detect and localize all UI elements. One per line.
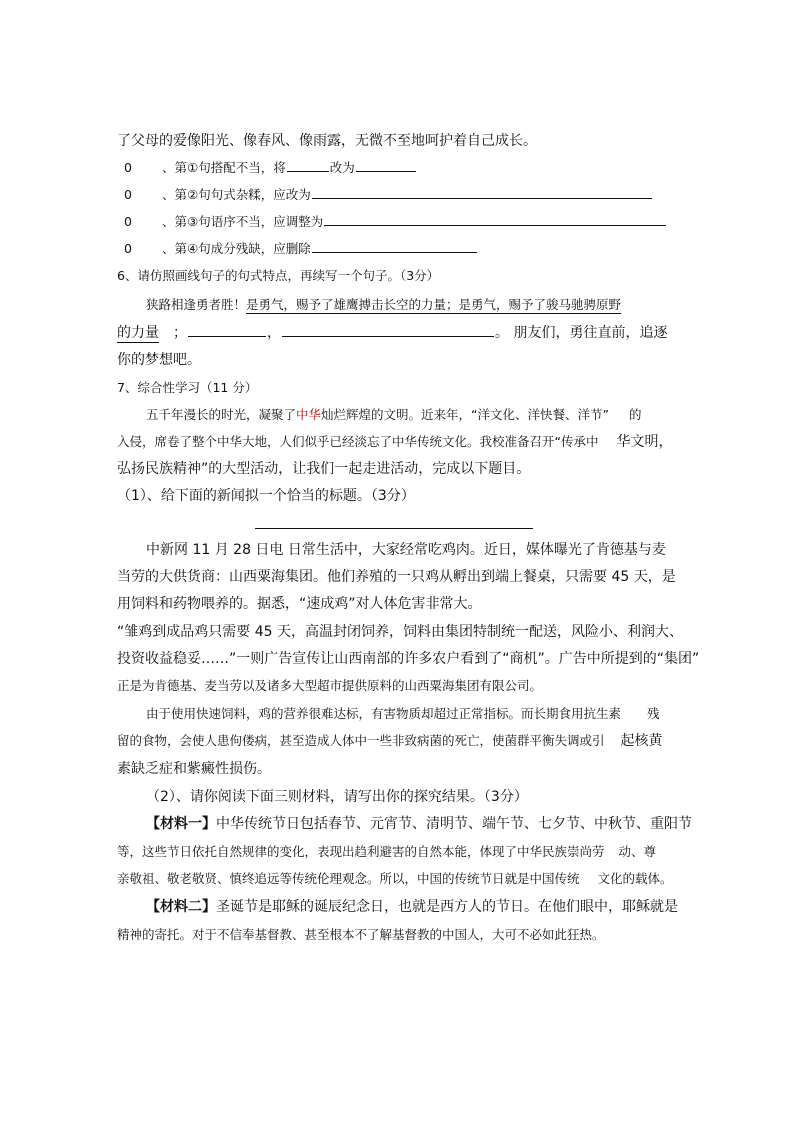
q5-item-3 (124, 211, 667, 232)
text: 动、尊 (618, 844, 657, 859)
q6-underlined-sentence: 是勇气，赐予了雄鹰搏击长空的力量；是勇气，赐予了骏马驰骋原野 (246, 297, 622, 312)
answer-blank[interactable] (356, 157, 416, 172)
text: 华文明， (616, 434, 673, 450)
material2-label: 【材料二】 (146, 899, 216, 915)
news-line1: 中新网 11 月 28 日电 日常生活中，大家经常吃鸡肉。近日，媒体曝光了肯德基与麦 (146, 542, 666, 558)
q6-line-end: 。 朋友们，勇往直前，追逐 (495, 325, 668, 341)
material1-line3 (117, 869, 673, 889)
q7-p1-line1 (146, 405, 642, 425)
q6-example-line1 (146, 295, 621, 315)
intro-line: 了父母的爱像阳光、像春风、像雨露，无微不至地呵护着自己成长。 (117, 133, 537, 149)
text: 留的食物，会使人患佝偻病，甚至造成人体中一些非致病菌的死亡，使菌群平衡失调或引 (117, 733, 605, 748)
text: 五千年漫长的时光，凝聚了 (146, 407, 297, 422)
text: 中华传统节日包括春节、元宵节、清明节、端午节、七夕节、中秋节、重阳节 (216, 816, 692, 832)
news-line2: 当劳的大供货商：山西粟海集团。他们养殖的一只鸡从孵出到端上餐桌，只需要 45 天，是 (117, 569, 676, 585)
answer-blank[interactable] (312, 184, 652, 199)
text: 起核黄 (620, 733, 663, 749)
item-marker: 0 (124, 187, 132, 202)
item-text: 、第④句成分残缺，应删除 (162, 241, 311, 256)
headline-answer-blank[interactable] (255, 514, 533, 529)
text: 文化的载体。 (597, 871, 673, 886)
news-line3: 用饲料和药物喂养的。据悉，“速成鸡”对人体危害非常大。 (117, 596, 482, 612)
answer-blank[interactable] (324, 211, 666, 226)
item-text: 、第③句语序不当，应调整为 (162, 214, 324, 229)
q6-example-line2 (117, 322, 667, 343)
material1-line2 (117, 842, 656, 862)
text: 由于使用快速饲料，鸡的营养很难达标，有害物质却超过正常指标。而长期食用抗生素 (146, 706, 622, 721)
material1-line1 (146, 814, 692, 834)
q5-item-1 (124, 157, 417, 178)
q7-sub2-title: （2）、请你阅读下面三则材料，请写出你的探究结果。（3分） (146, 789, 528, 805)
item-text: 、第②句句式杂糅，应改为 (162, 187, 311, 202)
text: 灿烂辉煌的文明。近来年，“洋文化、洋快餐、洋节” (321, 407, 609, 422)
item-marker: 0 (124, 241, 132, 256)
item-marker: 0 (124, 160, 132, 175)
answer-blank[interactable] (282, 322, 494, 337)
text: 圣诞节是耶稣的诞辰纪念日，也就是西方人的节日。在他们眼中，耶稣就是 (216, 899, 678, 915)
q7-sub1-title: （1）、给下面的新闻拟一个恰当的标题。（3分） (117, 488, 415, 504)
answer-blank[interactable] (188, 322, 266, 337)
text: 等，这些节日依托自然规律的变化，表现出趋利避害的自然本能，体现了中华民族崇尚劳 (117, 844, 605, 859)
q7-p1-line3: 弘扬民族精神”的大型活动，让我们一起走进活动，完成以下题目。 (117, 461, 531, 477)
news-line4: “雏鸡到成品鸡只需要 45 天，高温封闭饲养，饲料由集团特制统一配送，风险小、利润大、 (117, 624, 683, 640)
news-line7 (146, 704, 660, 724)
answer-blank[interactable] (312, 238, 477, 253)
q6-sep1: ； (173, 325, 187, 341)
material2-line2: 精神的寄托。对于不信奉基督教、甚至根本不了解基督教的中国人，大可不必如此狂热。 (117, 927, 605, 942)
q6-sep2: ， (267, 325, 281, 341)
q7-title: 7、综合性学习（11 分） (117, 380, 258, 395)
item-text: 、第①句搭配不当，将 (162, 160, 286, 175)
q7-p1-line2 (117, 432, 672, 452)
material2-line1 (146, 897, 678, 917)
news-line9: 素缺乏症和紫癜性损伤。 (117, 761, 271, 777)
text: 亲敬祖、敬老敬贤、慎终追远等传统伦理观念。所以，中国的传统节日就是中国传统 (117, 871, 580, 886)
q6-title: 6、请仿照画线句子的句式特点，再续写一个句子。（3分） (117, 268, 440, 283)
text: 入侵，席卷了整个中华大地，人们似乎已经淡忘了中华传统文化。我校准备召开“传承中 (117, 434, 599, 449)
red-text: 中华 (296, 407, 322, 422)
news-line5: 投资收益稳妥……”一则广告宣传让山西南部的许多农户看到了“商机”。广告中所提到的“集团” (117, 651, 700, 667)
answer-blank[interactable] (287, 157, 329, 172)
text: 残 (647, 706, 660, 721)
q6-line3: 你的梦想吧。 (117, 352, 201, 368)
q5-item-2 (124, 184, 653, 205)
material1-label: 【材料一】 (146, 816, 216, 832)
news-line6: 正是为肯德基、麦当劳以及诸多大型超市提供原料的山西粟海集团有限公司。 (117, 678, 543, 693)
q6-underlined-end: 的力量 (117, 325, 159, 341)
q6-plain-text: 狭路相逢勇者胜！ (146, 297, 247, 312)
item-marker: 0 (124, 214, 132, 229)
q5-item-4 (124, 238, 478, 259)
news-line8 (117, 731, 663, 751)
text: 的 (628, 407, 642, 422)
item-text-mid: 改为 (329, 160, 355, 175)
